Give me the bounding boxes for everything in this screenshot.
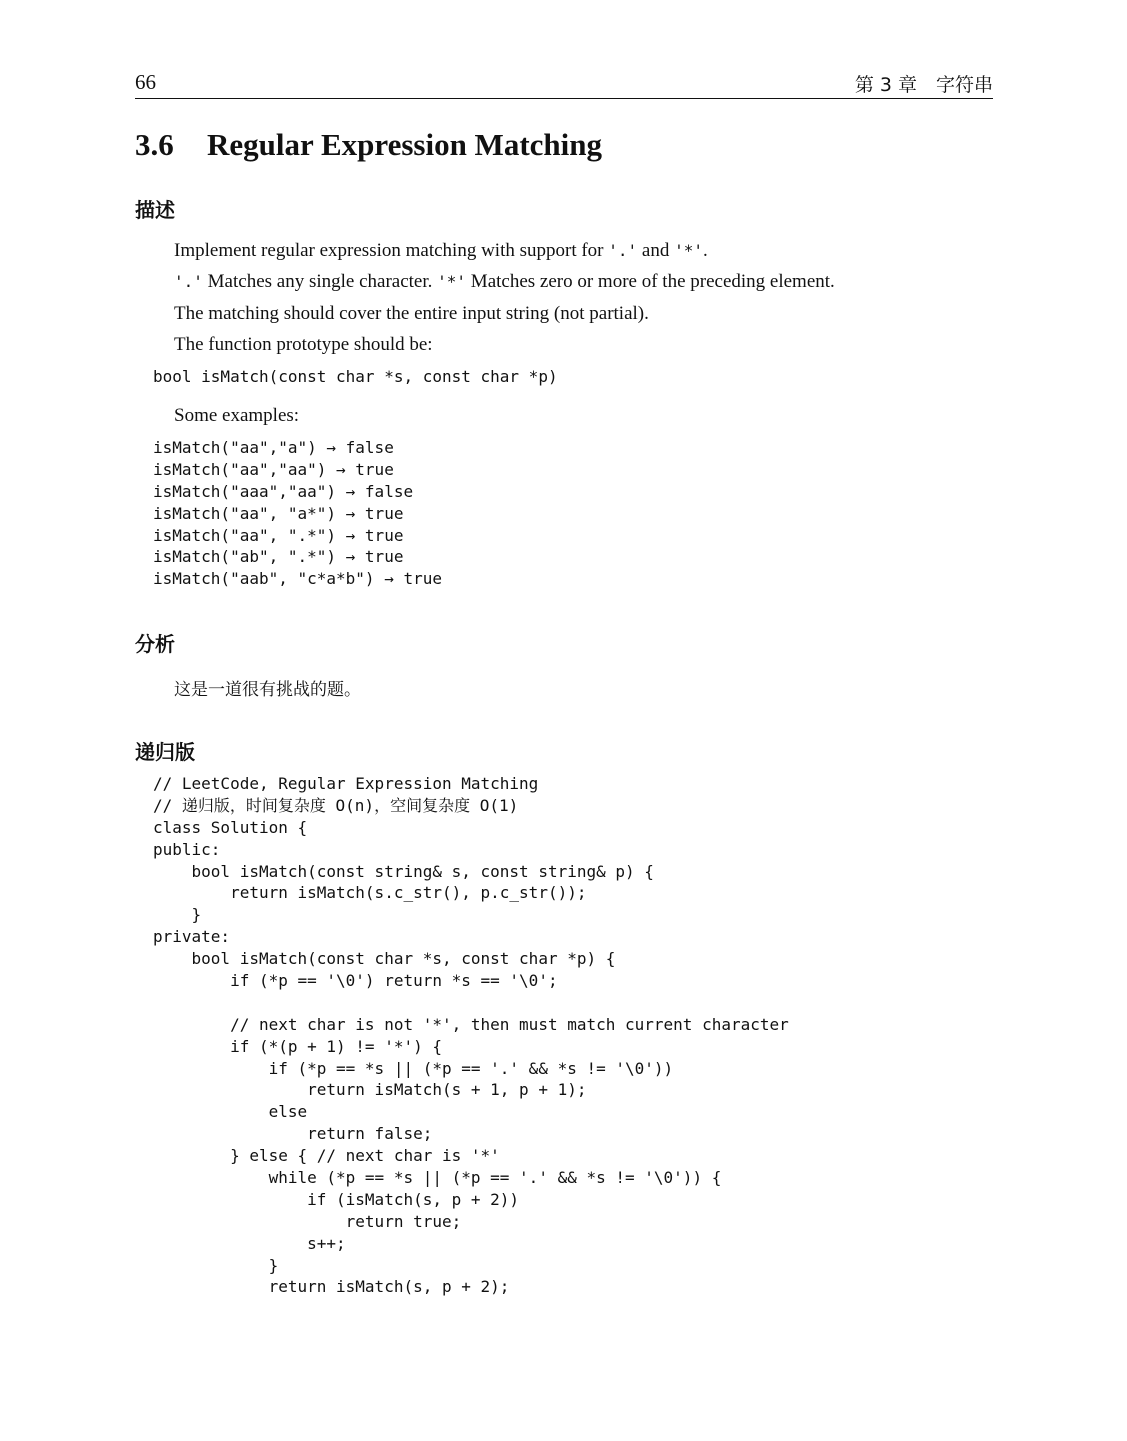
code-line: } <box>153 1255 279 1275</box>
code-line: return isMatch(s + 1, p + 1); <box>153 1080 587 1100</box>
code-line: } <box>153 905 202 925</box>
section-number: 3.6 <box>135 127 174 162</box>
page-header <box>135 68 993 99</box>
example-line: isMatch("aa","aa") → true <box>153 459 394 479</box>
code-line: // LeetCode, Regular Expression Matching <box>153 774 539 793</box>
example-line: isMatch("aa", "a*") → true <box>153 503 404 523</box>
code-line: // next char is not '*', then must match current character <box>153 1014 789 1034</box>
code-line: class Solution { <box>153 817 308 837</box>
inline-code: '*' <box>437 272 467 291</box>
chapter-title: 第 3 章 字符串 <box>854 74 993 96</box>
text-run: . <box>703 240 708 261</box>
analysis-heading: 分析 <box>135 632 175 656</box>
text-run: Implement regular expression matching with support for <box>174 240 609 261</box>
recursive-code-block <box>153 773 789 1298</box>
description-paragraph-2 <box>174 271 835 293</box>
analysis-text: 这是一道很有挑战的题。 <box>174 680 361 700</box>
text-run: Matches any single character. <box>202 271 438 292</box>
code-line: while (*p == *s || (*p == '.' && *s != '\0')) { <box>153 1168 722 1188</box>
code-line: s++; <box>153 1233 346 1253</box>
text-run: and <box>637 240 675 261</box>
code-line: return true; <box>153 1211 462 1231</box>
example-line: isMatch("aa", ".*") → true <box>153 525 404 545</box>
recursive-heading: 递归版 <box>135 740 195 764</box>
example-line: isMatch("aa","a") → false <box>153 438 394 457</box>
inline-code: '*' <box>674 241 704 260</box>
example-line: isMatch("aab", "c*a*b") → true <box>153 569 442 589</box>
code-line: if (isMatch(s, p + 2)) <box>153 1189 520 1209</box>
section-title <box>135 127 602 163</box>
description-paragraph-3: The matching should cover the entire input string (not partial). <box>174 303 649 324</box>
code-line: else <box>153 1102 308 1122</box>
text-run: Matches zero or more of the preceding element. <box>466 271 835 292</box>
code-line: public: <box>153 839 221 859</box>
example-line: isMatch("ab", ".*") → true <box>153 547 404 567</box>
code-line <box>153 992 789 1014</box>
page-number: 66 <box>135 70 156 94</box>
description-paragraph-1 <box>174 240 708 262</box>
code-line: if (*p == *s || (*p == '.' && *s != '\0')) <box>153 1058 674 1078</box>
inline-code: '.' <box>608 241 638 260</box>
code-line: // 递归版，时间复杂度 O(n)，空间复杂度 O(1) <box>153 795 519 815</box>
example-line: isMatch("aaa","aa") → false <box>153 481 414 501</box>
code-line: private: <box>153 927 231 947</box>
examples-code-block <box>153 437 442 590</box>
section-title-text: Regular Expression Matching <box>207 127 602 162</box>
description-heading: 描述 <box>135 198 175 222</box>
code-line: } else { // next char is '*' <box>153 1146 500 1166</box>
code-line: bool isMatch(const string& s, const string& p) { <box>153 861 654 881</box>
inline-code: '.' <box>174 272 203 291</box>
code-line: return isMatch(s, p + 2); <box>153 1277 510 1297</box>
code-line: if (*p == '\0') return *s == '\0'; <box>153 971 558 991</box>
examples-label: Some examples: <box>174 405 300 426</box>
code-line: return isMatch(s.c_str(), p.c_str()); <box>153 883 587 903</box>
prototype-code: bool isMatch(const char *s, const char *p) <box>153 367 558 386</box>
code-line: return false; <box>153 1124 433 1144</box>
description-paragraph-4: The function prototype should be: <box>174 334 433 355</box>
code-line: bool isMatch(const char *s, const char *p) { <box>153 949 616 969</box>
code-line: if (*(p + 1) != '*') { <box>153 1036 442 1056</box>
